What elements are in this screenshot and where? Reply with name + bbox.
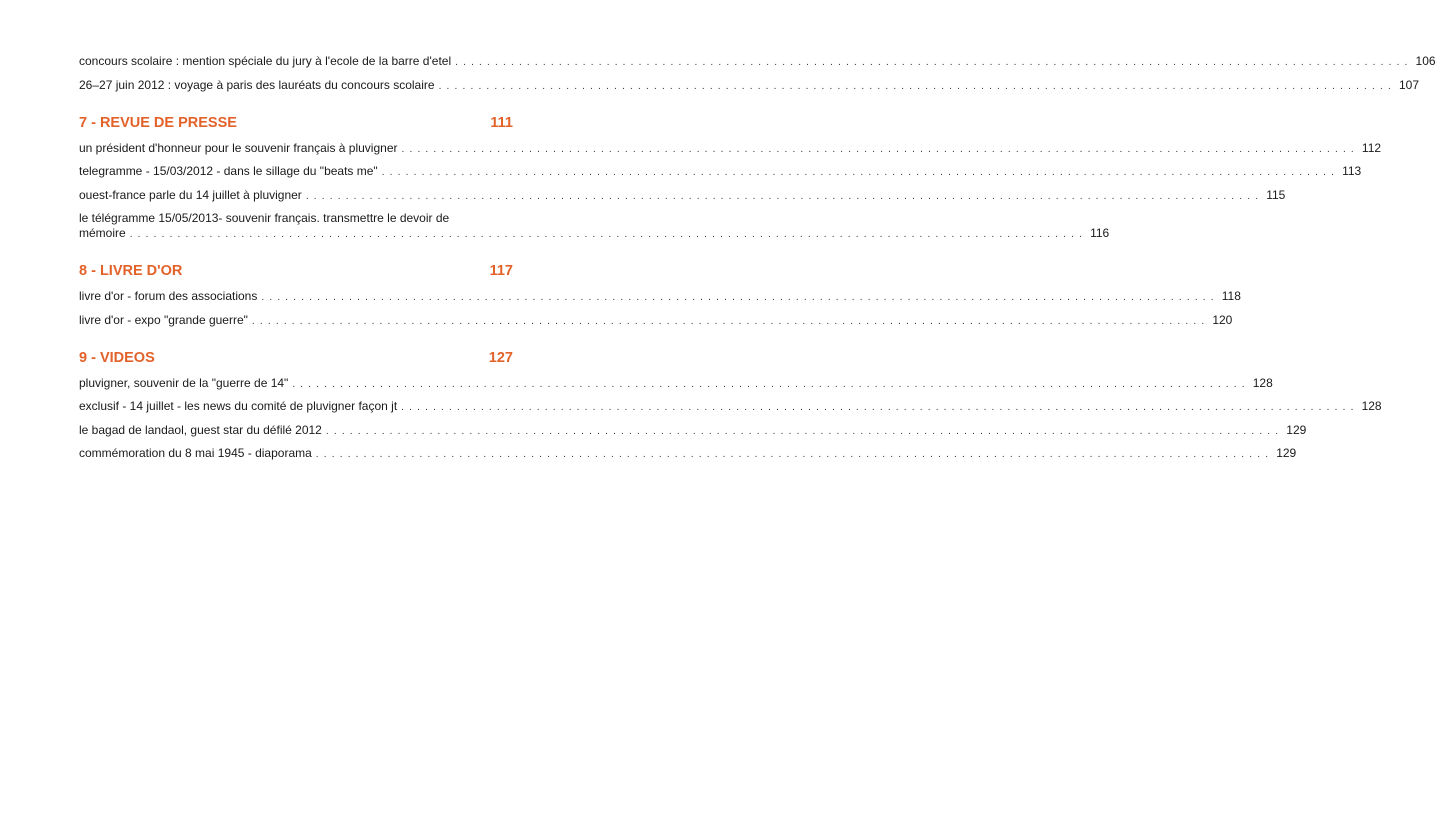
chapter-heading[interactable] [79,349,513,367]
chapter-title: 9 - VIDEOS [79,349,155,366]
chapter-page: 117 [489,263,513,279]
dot-leader: ........................................................................................................................ [401,402,1359,413]
toc-entry-page: 106 [1415,54,1436,68]
dot-leader: ........................................................................................................................ [305,190,1264,202]
chapter-heading[interactable] [79,114,513,132]
toc-entry-page: 116 [1090,226,1110,240]
dot-leader: ........................................................................................................................ [401,143,1359,155]
toc-entry[interactable] [79,140,1382,157]
toc-entry-title: telegramme - 15/03/2012 - dans le sillage du "beats me" [79,164,378,178]
toc-entry[interactable] [79,375,1273,392]
toc-entry-page: 120 [1212,312,1233,327]
toc-entry-title: le bagad de landaol, guest star du défilé 2012 [79,422,322,437]
toc-entry[interactable] [79,54,1436,70]
toc-entry-page: 128 [1252,375,1273,390]
chapter-page: 127 [488,349,513,366]
toc-entry[interactable] [79,289,1241,305]
toc-entry-page: 113 [1342,164,1362,178]
toc-entry-title: 26–27 juin 2012 : voyage à paris des lauréats du concours scolaire [79,77,435,92]
toc-entry[interactable] [79,164,1362,180]
toc-entry-title: pluvigner, souvenir de la "guerre de 14" [79,375,289,390]
toc-entry-title: exclusif - 14 juillet - les news du comité de pluvigner façon jt [79,399,398,413]
toc-entry[interactable] [79,422,1307,439]
dot-leader: ........................................................................................................................ [315,449,1274,460]
toc-entry-page: 129 [1286,422,1307,437]
toc-entry-title-line2: mémoire [79,226,126,240]
toc-entry-title-line1: le télégramme 15/05/2013- souvenir français. transmettre le devoir de [79,211,450,225]
chapter-page: 111 [490,114,513,131]
toc-entry[interactable] [79,312,1233,329]
toc-entry-title: un président d'honneur pour le souvenir français à pluvigner [79,140,398,155]
toc-entry-title: commémoration du 8 mai 1945 - diaporama [79,446,312,460]
dot-leader: ........................................................................................................................ [438,80,1396,92]
toc-entry-title: livre d'or - forum des associations [79,289,258,303]
chapter-title: 7 - REVUE DE PRESSE [79,114,237,131]
toc-entry-page: 107 [1398,77,1419,92]
toc-entry-page: 118 [1221,289,1241,303]
dot-leader: ........................................................................................................................ [325,425,1284,437]
toc-entry-title: ouest-france parle du 14 juillet à pluvigner [79,187,302,202]
toc-entry-page: 112 [1361,140,1382,155]
toc-entry[interactable] [79,446,1297,462]
table-of-contents [79,54,1436,470]
toc-entry-title: livre d'or - expo "grande guerre" [79,312,248,327]
toc-entry[interactable] [79,211,1110,242]
toc-entry-title: concours scolaire : mention spéciale du jury à l'ecole de la barre d'etel [79,54,452,68]
dot-leader: ........................................................................................................................ [261,292,1219,303]
toc-entry[interactable] [79,187,1286,204]
chapter-heading[interactable] [79,262,513,280]
dot-leader: ........................................................................................................................ [455,57,1413,68]
toc-entry[interactable] [79,399,1382,415]
toc-entry-page: 115 [1266,187,1286,202]
chapter-title: 8 - LIVRE D'OR [79,263,183,279]
dot-leader: ........................................................................................................................ [381,167,1340,178]
toc-entry-page: 128 [1361,399,1382,413]
toc-entry[interactable] [79,77,1419,94]
toc-entry-page: 129 [1276,446,1297,460]
dot-leader: ........................................................................................................................ [129,229,1088,240]
dot-leader: ........................................................................................................................ [251,315,1210,327]
dot-leader: ........................................................................................................................ [292,378,1250,390]
